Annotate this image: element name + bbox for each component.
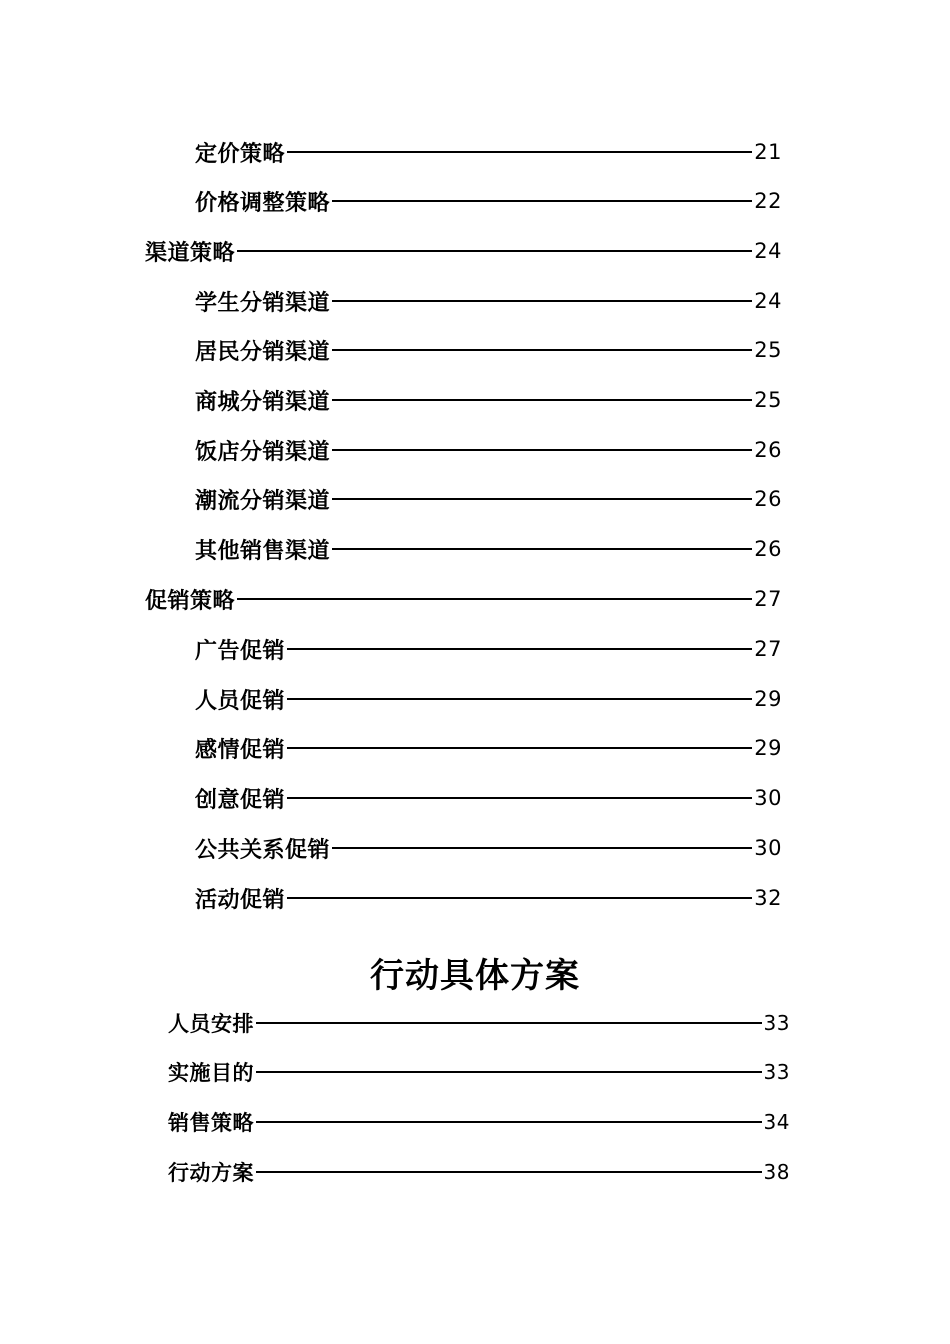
toc-entry-staffing[interactable] [168,1008,790,1038]
toc-entry-channel-strategy[interactable] [145,236,782,266]
toc-entry-other-channel[interactable] [195,534,782,564]
toc-leader-line [256,1171,762,1173]
toc-leader-line [237,598,752,600]
toc-entry-label: 销售策略 [168,1111,254,1135]
toc-leader-line [287,747,752,749]
toc-entry-page: 25 [754,338,782,362]
toc-entry-page: 24 [754,289,782,313]
toc-entry-label: 公共关系促销 [195,837,331,863]
toc-entry-label: 人员促销 [195,688,286,714]
toc-entry-student-channel[interactable] [195,286,782,316]
toc-entry-label: 促销策略 [145,588,236,614]
toc-entry-label: 商城分销渠道 [195,389,331,415]
toc-entry-page: 24 [754,239,782,263]
toc-entry-label: 创意促销 [195,787,286,813]
toc-leader-line [332,300,752,302]
toc-leader-line [237,250,752,252]
toc-entry-mall-channel[interactable] [195,385,782,415]
toc-entry-page: 26 [754,487,782,511]
toc-entry-page: 30 [754,786,782,810]
toc-entry-page: 34 [763,1110,790,1134]
toc-entry-creative-promotion[interactable] [195,783,782,813]
toc-leader-line [332,349,752,351]
toc-entry-event-promotion[interactable] [195,883,782,913]
toc-entry-label: 人员安排 [168,1012,254,1036]
toc-leader-line [332,548,752,550]
section-heading: 行动具体方案 [370,956,580,996]
toc-leader-line [287,797,752,799]
toc-entry-pr-promotion[interactable] [195,833,782,863]
toc-entry-page: 32 [754,886,782,910]
toc-entry-action-plan[interactable] [168,1157,790,1187]
toc-entry-pricing-strategy[interactable] [195,137,782,167]
toc-leader-line [332,498,752,500]
toc-leader-line [256,1071,762,1073]
toc-entry-label: 饭店分销渠道 [195,439,331,465]
toc-entry-label: 价格调整策略 [195,190,331,216]
toc-leader-line [332,449,752,451]
toc-entry-page: 29 [754,736,782,760]
toc-entry-page: 22 [754,189,782,213]
toc-entry-page: 26 [754,438,782,462]
toc-entry-trend-channel[interactable] [195,484,782,514]
toc-entry-restaurant-channel[interactable] [195,435,782,465]
toc-entry-purpose[interactable] [168,1057,790,1087]
toc-leader-line [256,1121,762,1123]
toc-leader-line [287,648,752,650]
toc-entry-resident-channel[interactable] [195,335,782,365]
toc-leader-line [332,399,752,401]
toc-entry-label: 定价策略 [195,141,286,167]
toc-entry-label: 其他销售渠道 [195,538,331,564]
toc-entry-page: 26 [754,537,782,561]
toc-entry-page: 25 [754,388,782,412]
toc-leader-line [332,847,752,849]
toc-entry-label: 活动促销 [195,887,286,913]
toc-leader-line [287,897,752,899]
toc-entry-price-adjustment[interactable] [195,186,782,216]
toc-entry-sales-strategy[interactable] [168,1107,790,1137]
toc-leader-line [287,151,752,153]
toc-leader-line [287,698,752,700]
toc-entry-personnel-promotion[interactable] [195,684,782,714]
toc-entry-label: 居民分销渠道 [195,339,331,365]
toc-entry-promotion-strategy[interactable] [145,584,782,614]
toc-entry-page: 33 [763,1011,790,1035]
toc-entry-label: 广告促销 [195,638,286,664]
toc-entry-page: 30 [754,836,782,860]
toc-entry-emotion-promotion[interactable] [195,733,782,763]
toc-entry-label: 学生分销渠道 [195,290,331,316]
toc-entry-page: 27 [754,587,782,611]
toc-entry-page: 33 [763,1060,790,1084]
toc-entry-ad-promotion[interactable] [195,634,782,664]
toc-entry-label: 潮流分销渠道 [195,488,331,514]
toc-entry-page: 27 [754,637,782,661]
toc-entry-page: 38 [763,1160,790,1184]
toc-entry-label: 实施目的 [168,1061,254,1085]
toc-entry-page: 29 [754,687,782,711]
toc-entry-page: 21 [754,140,782,164]
toc-leader-line [256,1022,762,1024]
toc-entry-label: 渠道策略 [145,240,236,266]
toc-entry-label: 行动方案 [168,1161,254,1185]
toc-entry-label: 感情促销 [195,737,286,763]
toc-leader-line [332,200,752,202]
